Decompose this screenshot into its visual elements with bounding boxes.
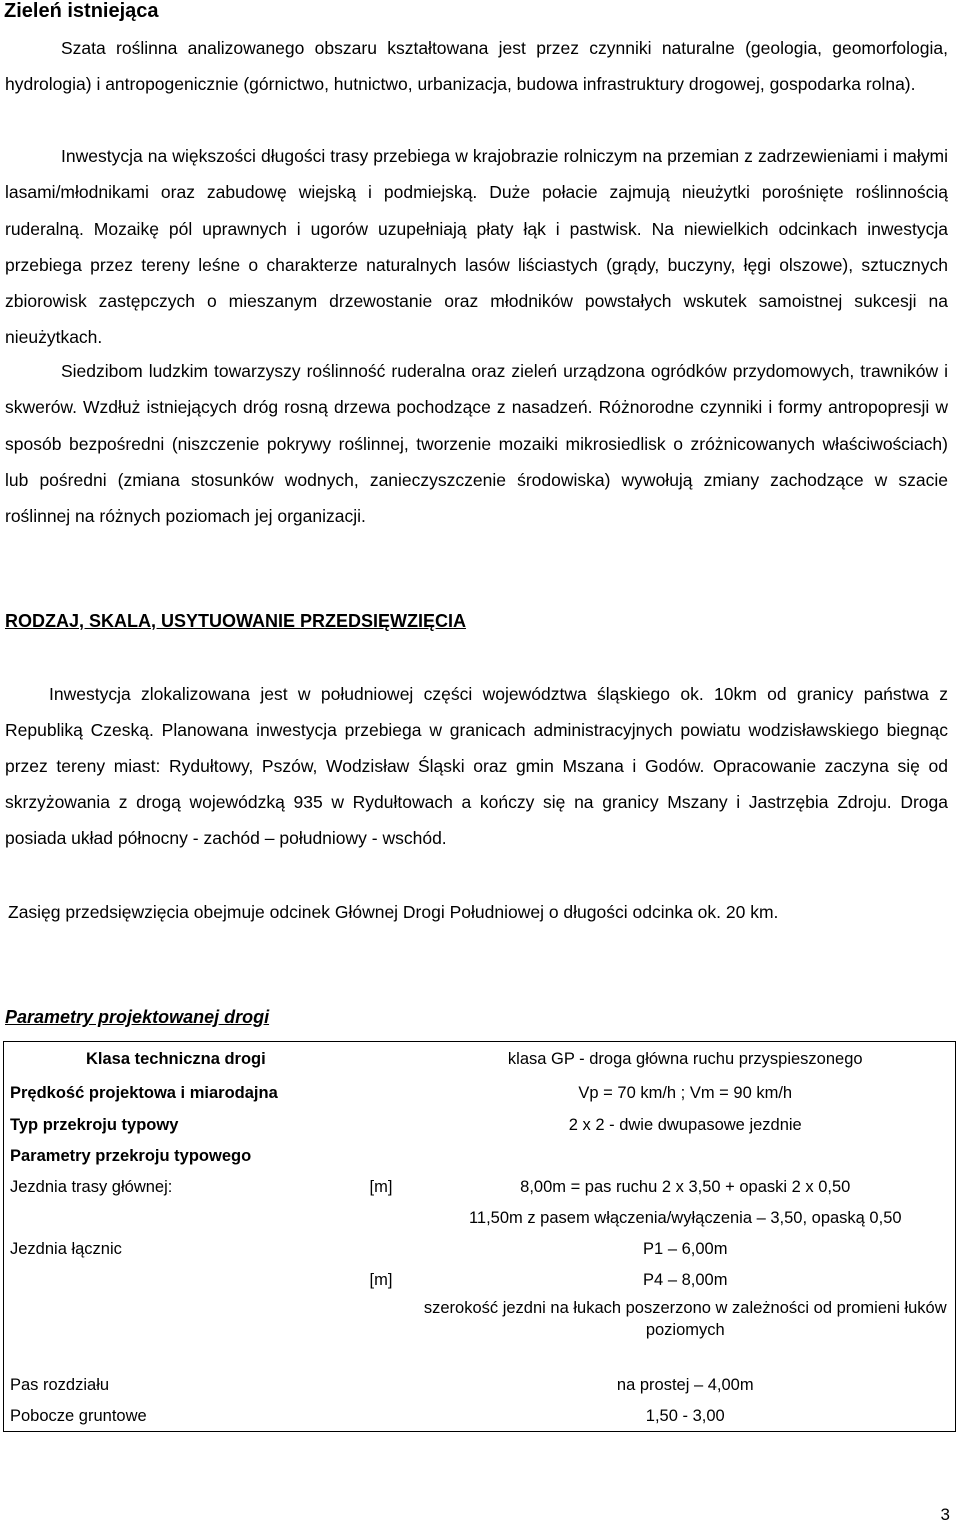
table-cell-label: Jezdnia trasy głównej: [10, 1178, 173, 1196]
table-cell-unit: [m] [369, 1178, 393, 1196]
table-cell-value: na prostej – 4,00m [616, 1376, 754, 1394]
table-cell-label: Parametry przekroju typowego [10, 1147, 252, 1165]
intro-paragraph: Szata roślinna analizowanego obszaru kształtowana jest przez czynniki naturalne (geologia, geomorfologia, hydrologia) i antropogenicznie (górnictwo, hutnictwo, urbanizacja, budowa infrastruktury drogowej, gospodarka rolna). [5, 38, 948, 95]
table-cell-value: szerokość jezdni na łukach poszerzono w zależności od promieni łuków poziomych [423, 1298, 947, 1339]
table-cell-value: P4 – 8,00m [643, 1271, 728, 1289]
table-cell-value: 11,50m z pasem włączenia/wyłączenia – 3,50, opaską 0,50 [468, 1209, 902, 1227]
table-cell-label: Pas rozdziału [10, 1376, 110, 1394]
table-cell-value: Vp = 70 km/h ; Vm = 90 km/h [578, 1084, 793, 1102]
table-row [4, 1204, 956, 1234]
table-row [4, 1266, 956, 1296]
table-row [4, 1402, 956, 1432]
table-cell-value: 2 x 2 - dwie dwupasowe jezdnie [568, 1116, 802, 1134]
table-row [4, 1142, 956, 1172]
table-row [4, 1342, 956, 1370]
table-row [4, 1110, 956, 1142]
table-cell-label: Typ przekroju typowy [10, 1116, 179, 1134]
table-cell-label: Klasa techniczna drogi [86, 1050, 266, 1069]
table-cell-value: 1,50 - 3,00 [645, 1406, 725, 1425]
table-row [4, 1370, 956, 1402]
table-row [4, 1172, 956, 1204]
table-row [4, 1078, 956, 1110]
table-cell-label: Pobocze gruntowe [10, 1406, 147, 1425]
zasieg-text: Zasięg przedsięwzięcia obejmuje odcinek Głównej Drogi Południowej o długości odcinka ok. 20 km. [8, 902, 779, 922]
section-title-zielen: Zieleń istniejąca [4, 0, 159, 22]
parameters-table [3, 1041, 956, 1432]
table-row [4, 1234, 956, 1266]
table-cell-value: P1 – 6,00m [643, 1240, 728, 1258]
table-cell-value: klasa GP - droga główna ruchu przyspieszonego [507, 1050, 863, 1069]
table-cell-value: 8,00m = pas ruchu 2 x 3,50 + opaski 2 x 0,50 [520, 1178, 851, 1196]
section-paragraph: Inwestycja zlokalizowana jest w południowej części województwa śląskiego ok. 10km od granicy państwa z Republiką Czeską. Planowana inwestycja przebiega w granicach administracyjnych powiatu wodzisławskiego biegnąc przez tereny miast: Rydułtowy, Pszów, Wodzisław Śląski oraz gmin Mszana i Godów. Opracowanie zaczyna się od skrzyżowania z drogą wojewódzką 935 w Rydułtowach a kończy się na granicy Mszany i Jastrzębia Zdroju. Droga posiada układ północny - zachód – południowy - wschód. [5, 684, 948, 848]
params-title: Parametry projektowanej drogi [5, 1007, 270, 1027]
table-row [4, 1042, 956, 1078]
table-cell-unit: [m] [369, 1271, 393, 1289]
table-cell-label: Jezdnia łącznic [10, 1240, 122, 1258]
table-cell-label: Prędkość projektowa i miarodajna [10, 1084, 278, 1102]
paragraph-settlements: Siedzibom ludzkim towarzyszy roślinność ruderalna oraz zieleń urządzona ogródków przydomowych, trawników i skwerów. Wzdłuż istniejących dróg rosną drzewa pochodzące z nasadzeń. Różnorodne czynniki i formy antropopresji w sposób bezpośredni (niszczenie pokrywy roślinnej, tworzenie mozaiki mikrosiedlisk o zróżnicowanych właściwościach) lub pośredni (zmiana stosunków wodnych, zanieczyszczenie środowiska) wywołują zmiany zachodzące w szacie roślinnej na różnych poziomach jej organizacji. [5, 361, 948, 527]
table-row [4, 1296, 956, 1342]
section-title-rodzaj: RODZAJ, SKALA, USYTUOWANIE PRZEDSIĘWZIĘCIA [5, 611, 467, 631]
paragraph-landscape: Inwestycja na większości długości trasy przebiega w krajobrazie rolniczym na przemian z zadrzewieniami i małymi lasami/młodnikami oraz zabudowę wiejską i podmiejską. Duże połacie zajmują nieużytki porośnięte roślinnością ruderalną. Mozaikę pól uprawnych i ugorów uzupełniają płaty łąk i pastwisk. Na niewielkich odcinkach inwestycja przebiega przez tereny leśne o charakterze naturalnych lasów liściastych (grądy, buczyny, łęgi olszowe), sztucznych zbiorowisk zastępczych o mieszanym drzewostanie oraz młodników powstałych wskutek samoistnej sukcesji na nieużytkach. [5, 146, 948, 348]
page-number: 3 [940, 1505, 950, 1524]
